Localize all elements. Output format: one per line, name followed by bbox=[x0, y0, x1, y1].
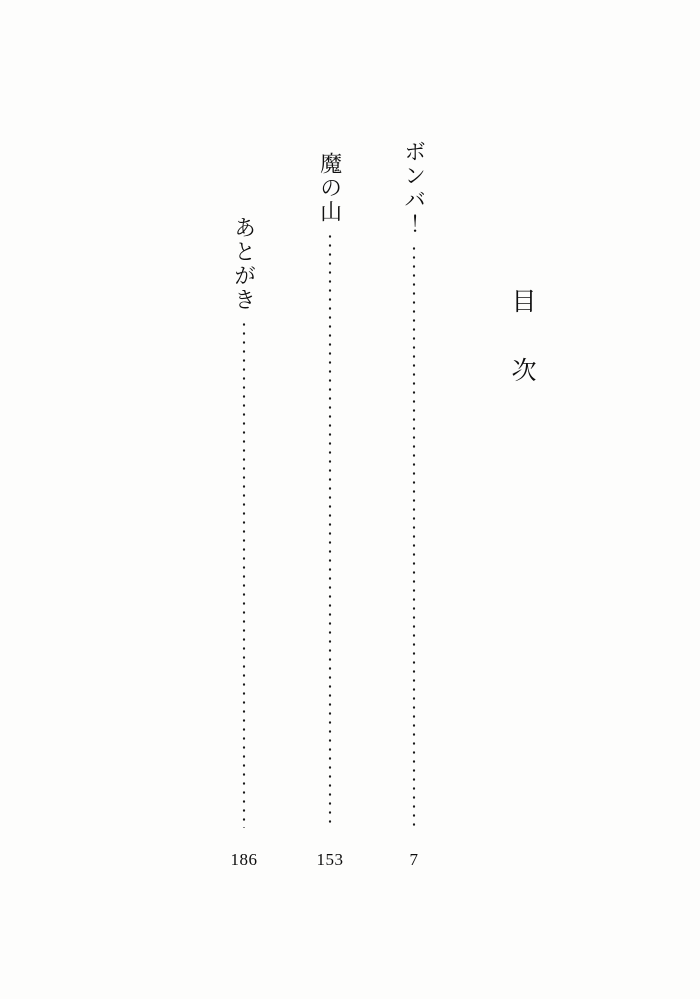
toc-entry[interactable] bbox=[310, 140, 350, 870]
page-title: 目次 bbox=[508, 288, 535, 426]
dot-leader bbox=[242, 320, 246, 828]
dot-leader bbox=[412, 244, 416, 828]
toc-entry-title: 魔の山 bbox=[317, 152, 343, 224]
toc-entry-page-number: 186 bbox=[230, 850, 258, 869]
toc-entry-title: ボンバ！ bbox=[401, 140, 427, 236]
dot-leader bbox=[328, 232, 332, 828]
toc-entry[interactable] bbox=[224, 140, 264, 870]
toc-entry-title: あとがき bbox=[231, 216, 257, 312]
toc-entry[interactable] bbox=[394, 140, 434, 870]
toc-entry-page-number: 7 bbox=[409, 850, 419, 869]
toc-entry-page-number: 153 bbox=[316, 850, 344, 869]
